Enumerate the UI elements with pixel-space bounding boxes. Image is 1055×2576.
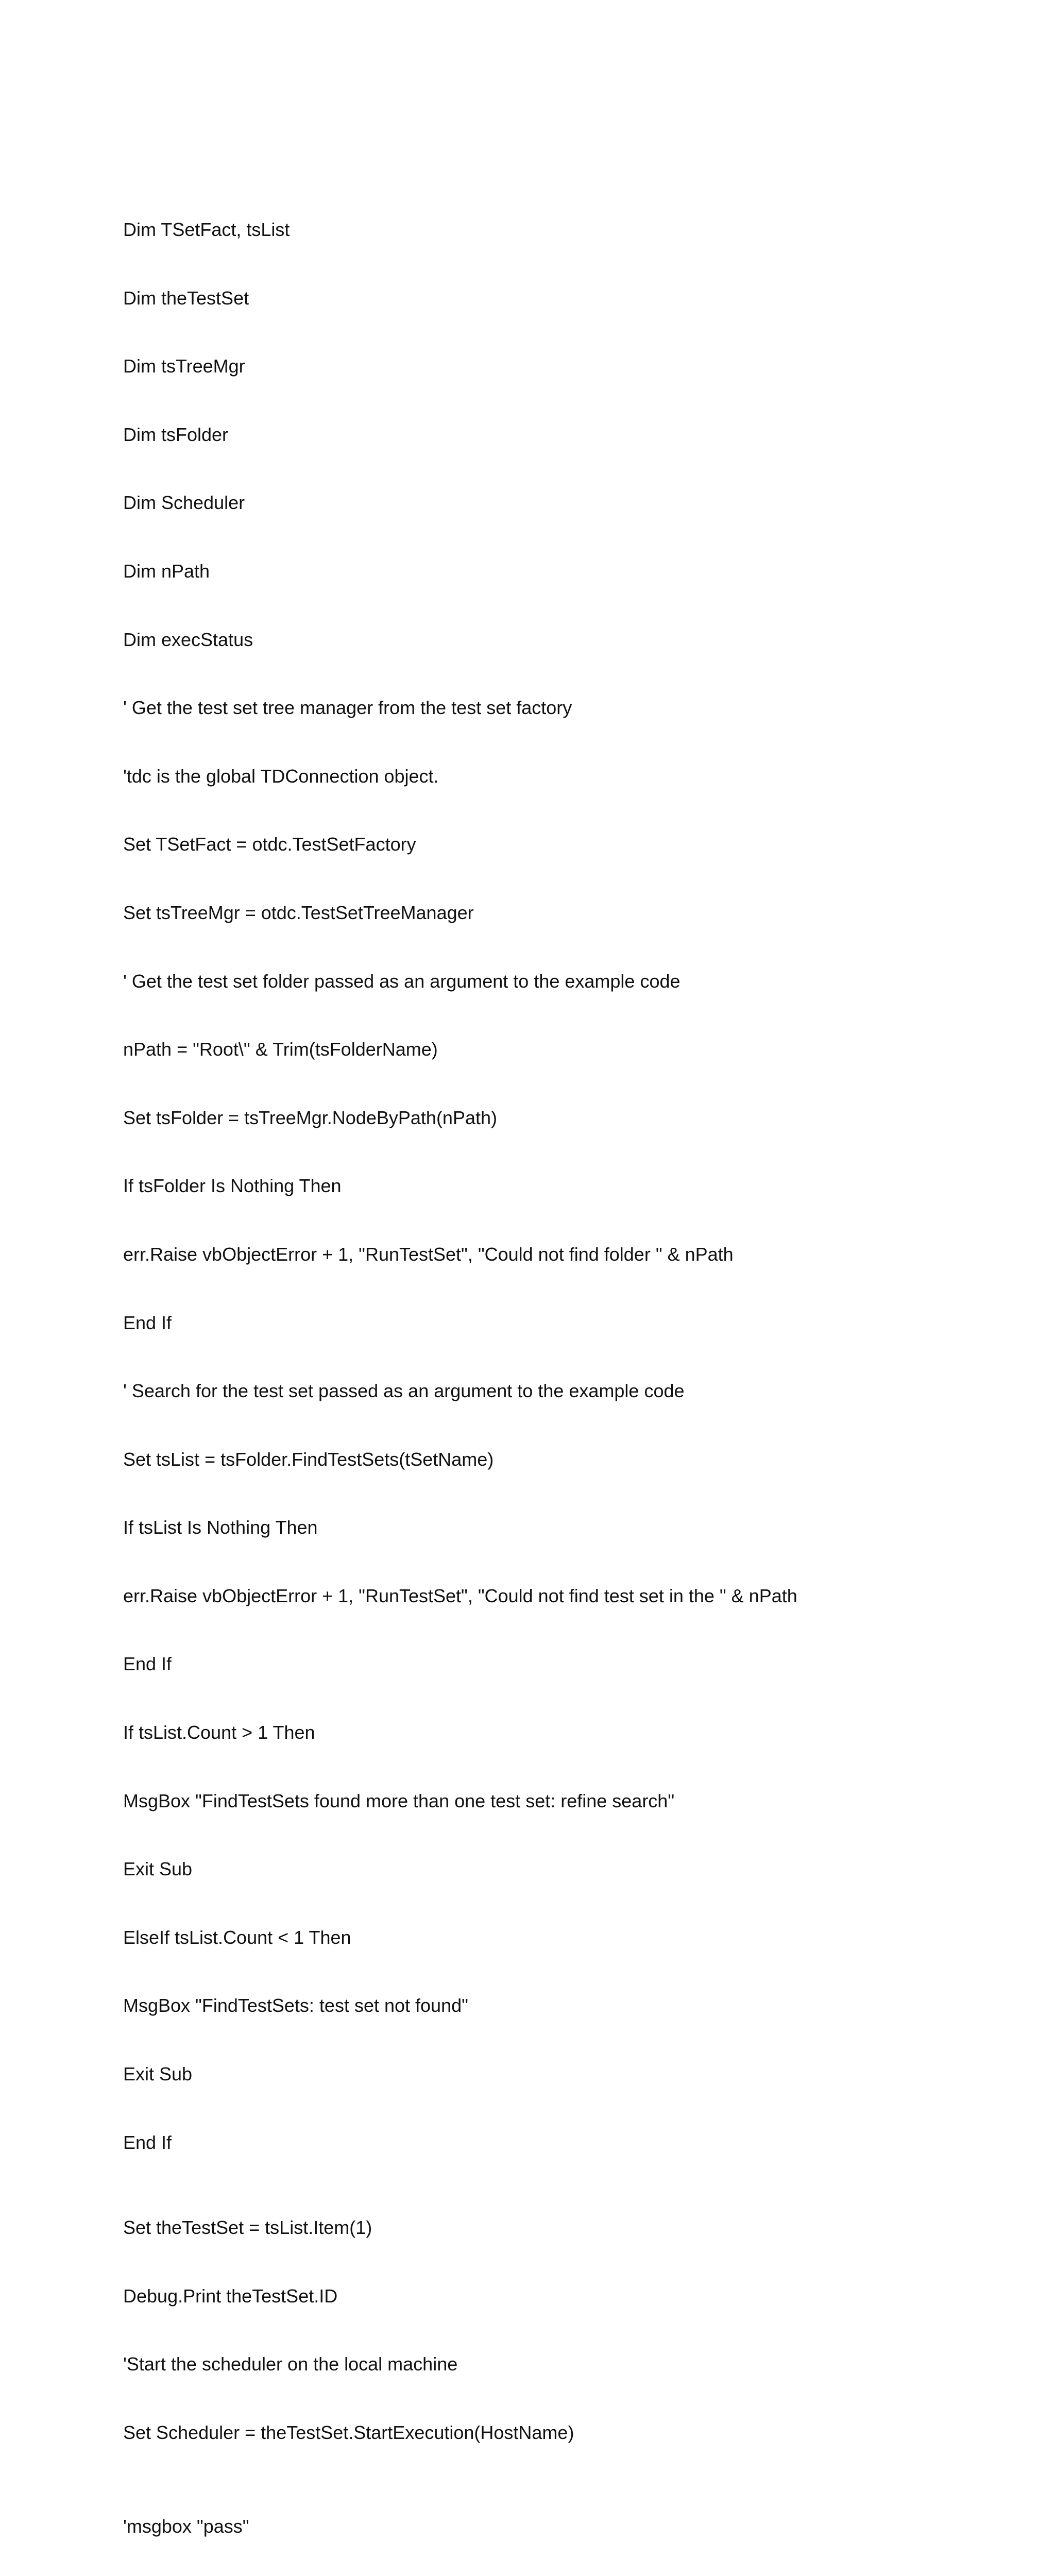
code-line: Set Scheduler = theTestSet.StartExecution(HostName) <box>123 2422 574 2443</box>
code-line: Set theTestSet = tsList.Item(1) <box>123 2217 372 2239</box>
comment-line: 'tdc is the global TDConnection object. <box>123 765 439 787</box>
code-line: End If <box>123 1312 172 1333</box>
code-line: Set tsTreeMgr = otdc.TestSetTreeManager <box>123 902 474 923</box>
comment-line: 'Start the scheduler on the local machine <box>123 2353 458 2375</box>
code-line: Set tsFolder = tsTreeMgr.NodeByPath(nPath) <box>123 1107 497 1128</box>
code-line: Dim tsFolder <box>123 423 229 445</box>
code-line: err.Raise vbObjectError + 1, "RunTestSet", "Could not find folder " & nPath <box>123 1243 734 1265</box>
code-line: Set tsList = tsFolder.FindTestSets(tSetName) <box>123 1448 494 1470</box>
comment-line: ' Get the test set tree manager from the test set factory <box>123 697 572 719</box>
code-line: Dim nPath <box>123 560 210 582</box>
code-line: Dim TSetFact, tsList <box>123 219 290 240</box>
comment-line: ' Search for the test set passed as an argument to the example code <box>123 1380 685 1402</box>
code-line: If tsFolder Is Nothing Then <box>123 1175 342 1197</box>
code-line: MsgBox "FindTestSets found more than one test set: refine search" <box>123 1790 675 1811</box>
code-line: ElseIf tsList.Count < 1 Then <box>123 1926 351 1948</box>
code-line: MsgBox "FindTestSets: test set not found" <box>123 1995 468 2016</box>
code-line: If tsList Is Nothing Then <box>123 1517 318 1538</box>
code-line: Dim Scheduler <box>123 492 245 514</box>
comment-line: 'msgbox "pass" <box>123 2515 249 2537</box>
code-line: nPath = "Root\" & Trim(tsFolderName) <box>123 1039 438 1060</box>
code-line: Dim tsTreeMgr <box>123 355 245 377</box>
code-line: Exit Sub <box>123 1858 193 1880</box>
code-line: err.Raise vbObjectError + 1, "RunTestSet", "Could not find test set in the " & nPath <box>123 1585 797 1606</box>
code-line: Debug.Print theTestSet.ID <box>123 2285 338 2307</box>
code-line: End If <box>123 1653 172 1675</box>
code-line: If tsList.Count > 1 Then <box>123 1722 315 1743</box>
code-line: Dim theTestSet <box>123 287 249 309</box>
code-listing <box>123 174 1030 2576</box>
code-line: Dim execStatus <box>123 629 253 650</box>
code-line: Exit Sub <box>123 2063 193 2085</box>
code-line: End If <box>123 2131 172 2153</box>
comment-line: ' Get the test set folder passed as an argument to the example code <box>123 970 680 992</box>
code-line: Set TSetFact = otdc.TestSetFactory <box>123 834 416 855</box>
